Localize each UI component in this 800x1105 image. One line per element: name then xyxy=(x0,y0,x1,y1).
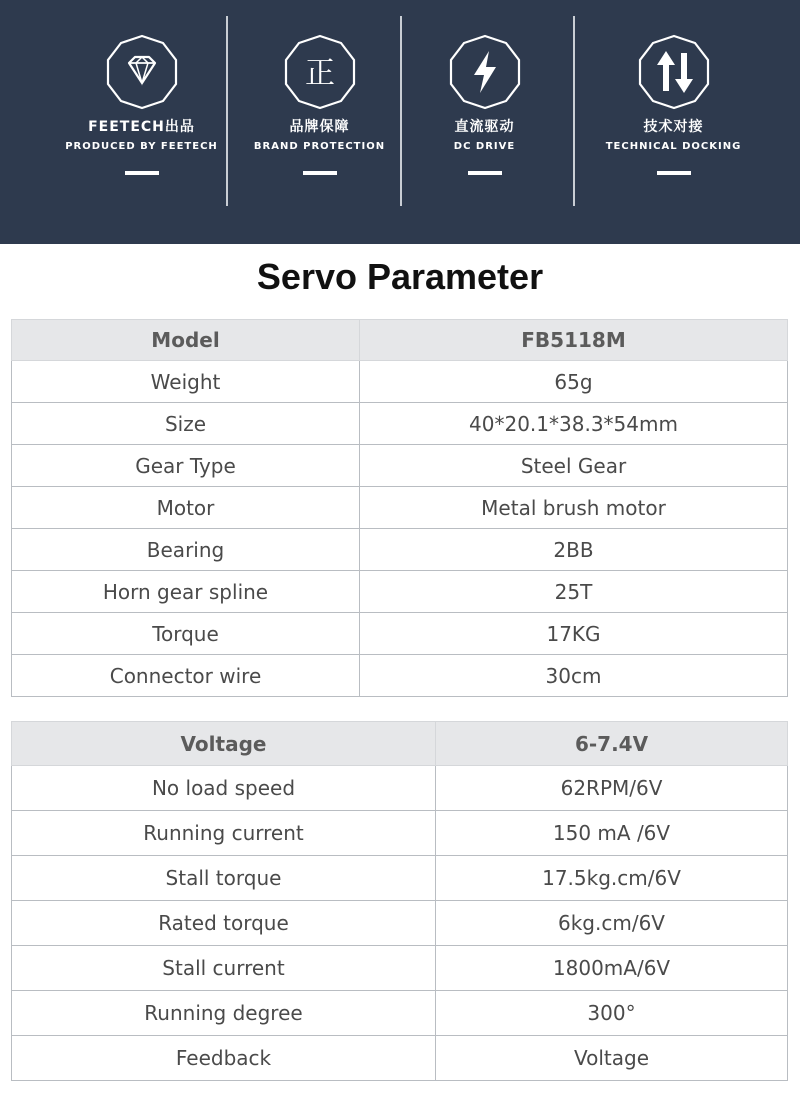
table-row xyxy=(12,571,788,613)
feature-title-en: DC DRIVE xyxy=(453,141,516,152)
feature-dash xyxy=(303,171,337,175)
feature-dash xyxy=(468,171,502,175)
feature-title-cn: FEETECH出品 xyxy=(88,119,195,135)
row-label: Motor xyxy=(12,487,360,529)
table-row xyxy=(12,445,788,487)
table-header-row xyxy=(12,320,788,361)
header-value: 6-7.4V xyxy=(436,722,788,766)
row-label: Torque xyxy=(12,613,360,655)
table-row xyxy=(12,946,788,991)
row-label: Rated torque xyxy=(12,901,436,946)
feature-title-en: TECHNICAL DOCKING xyxy=(605,141,742,152)
banner-divider xyxy=(226,16,228,206)
table-row xyxy=(12,487,788,529)
row-label: Size xyxy=(12,403,360,445)
row-value: 40*20.1*38.3*54mm xyxy=(360,403,788,445)
row-label: Horn gear spline xyxy=(12,571,360,613)
table-row xyxy=(12,613,788,655)
feature-title-en: BRAND PROTECTION xyxy=(253,141,386,152)
row-label: Weight xyxy=(12,361,360,403)
row-label: Stall current xyxy=(12,946,436,991)
row-value: 2BB xyxy=(360,529,788,571)
feature-dash xyxy=(657,171,691,175)
table-row xyxy=(12,856,788,901)
table-row xyxy=(12,901,788,946)
row-value: 300° xyxy=(436,991,788,1036)
row-value: Steel Gear xyxy=(360,445,788,487)
row-value: 17.5kg.cm/6V xyxy=(436,856,788,901)
feature-dash xyxy=(125,171,159,175)
header-label: Voltage xyxy=(12,722,436,766)
row-value: 6kg.cm/6V xyxy=(436,901,788,946)
table-row xyxy=(12,766,788,811)
diamond-icon xyxy=(103,33,181,111)
row-value: 62RPM/6V xyxy=(436,766,788,811)
feature-title-cn: 直流驱动 xyxy=(454,119,515,135)
row-label: No load speed xyxy=(12,766,436,811)
table-row xyxy=(12,403,788,445)
page-title: Servo Parameter xyxy=(256,256,544,297)
row-label: Gear Type xyxy=(12,445,360,487)
table-row xyxy=(12,655,788,697)
table-row xyxy=(12,811,788,856)
banner-divider xyxy=(573,16,575,206)
table-row xyxy=(12,361,788,403)
feature-title-cn: 技术对接 xyxy=(643,119,704,135)
servo-parameter-table xyxy=(11,319,788,697)
lightning-bolt-icon xyxy=(446,33,524,111)
row-label: Feedback xyxy=(12,1036,436,1081)
row-value: 17KG xyxy=(360,613,788,655)
feature-title-cn: 品牌保障 xyxy=(289,119,350,135)
row-label: Bearing xyxy=(12,529,360,571)
row-value: 25T xyxy=(360,571,788,613)
row-label: Stall torque xyxy=(12,856,436,901)
row-value: 30cm xyxy=(360,655,788,697)
table-row xyxy=(12,991,788,1036)
banner-divider xyxy=(400,16,402,206)
up-down-arrows-icon xyxy=(635,33,713,111)
row-value: Voltage xyxy=(436,1036,788,1081)
row-label: Running degree xyxy=(12,991,436,1036)
row-label: Connector wire xyxy=(12,655,360,697)
zheng-character-icon xyxy=(281,33,359,111)
row-value: 65g xyxy=(360,361,788,403)
feature-banner xyxy=(0,0,800,244)
header-label: Model xyxy=(12,320,360,361)
electrical-parameter-table xyxy=(11,721,788,1081)
row-value: 1800mA/6V xyxy=(436,946,788,991)
table-header-row xyxy=(12,722,788,766)
row-label: Running current xyxy=(12,811,436,856)
svg-text:正: 正 xyxy=(304,56,335,91)
table-row xyxy=(12,1036,788,1081)
row-value: 150 mA /6V xyxy=(436,811,788,856)
row-value: Metal brush motor xyxy=(360,487,788,529)
table-row xyxy=(12,529,788,571)
header-value: FB5118M xyxy=(360,320,788,361)
feature-title-en: PRODUCED BY FEETECH xyxy=(65,141,218,152)
